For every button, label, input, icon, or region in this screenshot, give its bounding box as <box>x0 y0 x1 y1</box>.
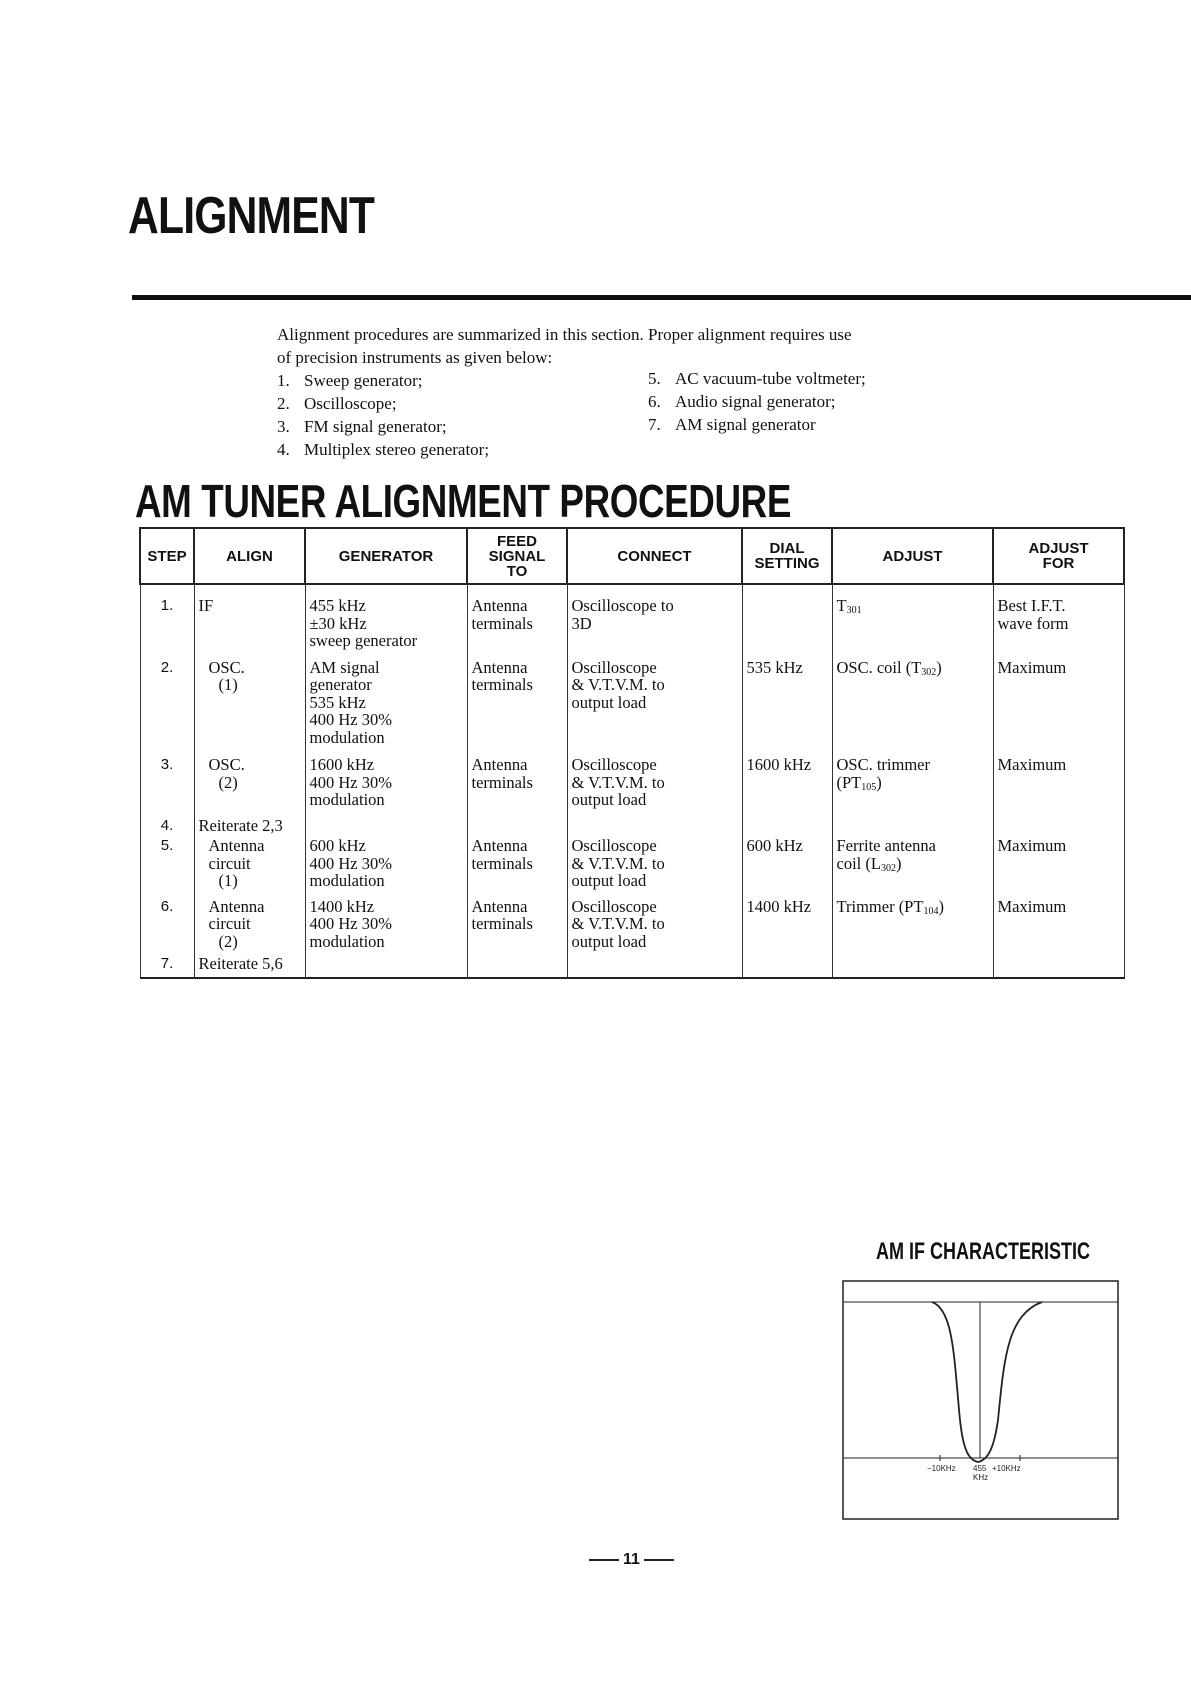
cell-generator: 1600 kHz 400 Hz 30% modulation <box>305 746 467 809</box>
intro-paragraph <box>277 323 1017 369</box>
cell-feed: Antenna terminals <box>467 650 567 747</box>
cell-dial: 535 kHz <box>742 650 832 747</box>
list-item: 7. AM signal generator <box>648 415 816 434</box>
cell-adjust-for: Maximum <box>993 834 1124 890</box>
cell-empty <box>467 950 567 978</box>
list-item: 4. Multiplex stereo generator; <box>277 440 490 459</box>
cell-empty <box>742 950 832 978</box>
cell-connect: Oscilloscope & V.T.V.M. to output load <box>567 746 742 809</box>
header-connect: CONNECT <box>567 528 742 584</box>
cell-align: OSC. (1) <box>194 650 305 747</box>
if-characteristic-title: AM IF CHARACTERISTIC <box>876 1238 1090 1265</box>
cell-feed: Antenna terminals <box>467 834 567 890</box>
cell-align: Antenna circuit (2) <box>194 890 305 951</box>
cell-connect: Oscilloscope & V.T.V.M. to output load <box>567 650 742 747</box>
header-step: STEP <box>140 528 194 584</box>
table-row <box>140 809 1124 835</box>
cell-empty <box>467 809 567 835</box>
cell-adjust: $T_{301}$ <box>832 584 993 650</box>
header-adjust-for: ADJUST FOR <box>993 528 1124 584</box>
header-generator: GENERATOR <box>305 528 467 584</box>
section-title: AM TUNER ALIGNMENT PROCEDURE <box>135 475 791 527</box>
cell-empty <box>742 809 832 835</box>
cell-feed: Antenna terminals <box>467 746 567 809</box>
page-title: ALIGNMENT <box>128 187 375 245</box>
cell-adjust-for: Maximum <box>993 890 1124 951</box>
table-row <box>140 950 1124 978</box>
cell-feed: Antenna terminals <box>467 584 567 650</box>
cell-adjust: Ferrite antenna coil $(L_{302})$ <box>832 834 993 890</box>
if-label-center: 455 <box>973 1464 987 1473</box>
cell-empty <box>305 950 467 978</box>
table-row <box>140 650 1124 747</box>
list-item: 2. Oscilloscope; <box>277 394 397 413</box>
header-dial-setting: DIAL SETTING <box>742 528 832 584</box>
header-feed-signal-to: FEED SIGNAL TO <box>467 528 567 584</box>
cell-align: IF <box>194 584 305 650</box>
cell-dial: 1400 kHz <box>742 890 832 951</box>
cell-align: OSC. (2) <box>194 746 305 809</box>
cell-step: 6. <box>140 890 194 951</box>
cell-feed: Antenna terminals <box>467 890 567 951</box>
if-label-plus: +10KHz <box>992 1464 1021 1473</box>
cell-connect: Oscilloscope & V.T.V.M. to output load <box>567 834 742 890</box>
list-item: 1. Sweep generator; <box>277 371 423 390</box>
if-label-unit: KHz <box>973 1473 989 1482</box>
table-row <box>140 890 1124 951</box>
table-row <box>140 834 1124 890</box>
cell-empty <box>305 809 467 835</box>
cell-step: 3. <box>140 746 194 809</box>
list-item: 6. Audio signal generator; <box>648 392 836 411</box>
dash-right <box>644 1559 674 1561</box>
cell-generator: 600 kHz 400 Hz 30% modulation <box>305 834 467 890</box>
cell-step: 2. <box>140 650 194 747</box>
cell-empty <box>832 950 993 978</box>
cell-generator: 455 kHz ±30 kHz sweep generator <box>305 584 467 650</box>
cell-adjust: OSC. trimmer $(PT_{105})$ <box>832 746 993 809</box>
header-adjust: ADJUST <box>832 528 993 584</box>
list-item: 3. FM signal generator; <box>277 417 447 436</box>
cell-step: 5. <box>140 834 194 890</box>
cell-step: 1. <box>140 584 194 650</box>
cell-step: 4. <box>140 809 194 835</box>
cell-dial: 600 kHz <box>742 834 832 890</box>
cell-align: Antenna circuit (1) <box>194 834 305 890</box>
intro-line-1: Alignment procedures are summarized in this section. Proper alignment requires use <box>277 325 852 344</box>
cell-empty <box>567 809 742 835</box>
cell-adjust-for: Maximum <box>993 746 1124 809</box>
page-number: 11 <box>585 1551 678 1569</box>
cell-connect: Oscilloscope & V.T.V.M. to output load <box>567 890 742 951</box>
cell-dial <box>742 584 832 650</box>
if-label-minus: −10KHz <box>927 1464 956 1473</box>
cell-adjust-for: Best I.F.T. wave form <box>993 584 1124 650</box>
table-row <box>140 584 1124 650</box>
header-align: ALIGN <box>194 528 305 584</box>
cell-adjust: OSC. coil $(T_{302})$ <box>832 650 993 747</box>
instrument-list-right <box>648 367 866 436</box>
dash-left <box>589 1559 619 1561</box>
if-characteristic-figure <box>842 1280 1119 1520</box>
table-header-row <box>140 528 1124 584</box>
cell-empty <box>567 950 742 978</box>
cell-empty <box>993 809 1124 835</box>
alignment-procedure-table <box>139 527 1123 996</box>
cell-adjust: Trimmer $(PT_{104})$ <box>832 890 993 951</box>
cell-align: Reiterate 2,3 <box>194 809 305 835</box>
intro-line-2: of precision instruments as given below: <box>277 348 553 367</box>
cell-empty <box>993 950 1124 978</box>
list-item: 5. AC vacuum-tube voltmeter; <box>648 369 866 388</box>
instrument-list-left <box>277 369 489 461</box>
if-response-curve <box>842 1280 1119 1520</box>
cell-empty <box>832 809 993 835</box>
cell-generator: AM signal generator 535 kHz 400 Hz 30% modulation <box>305 650 467 747</box>
cell-dial: 1600 kHz <box>742 746 832 809</box>
title-rule <box>132 295 1191 300</box>
cell-adjust-for: Maximum <box>993 650 1124 747</box>
table-row <box>140 746 1124 809</box>
cell-connect: Oscilloscope to 3D <box>567 584 742 650</box>
cell-align: Reiterate 5,6 <box>194 950 305 978</box>
cell-step: 7. <box>140 950 194 978</box>
cell-generator: 1400 kHz 400 Hz 30% modulation <box>305 890 467 951</box>
